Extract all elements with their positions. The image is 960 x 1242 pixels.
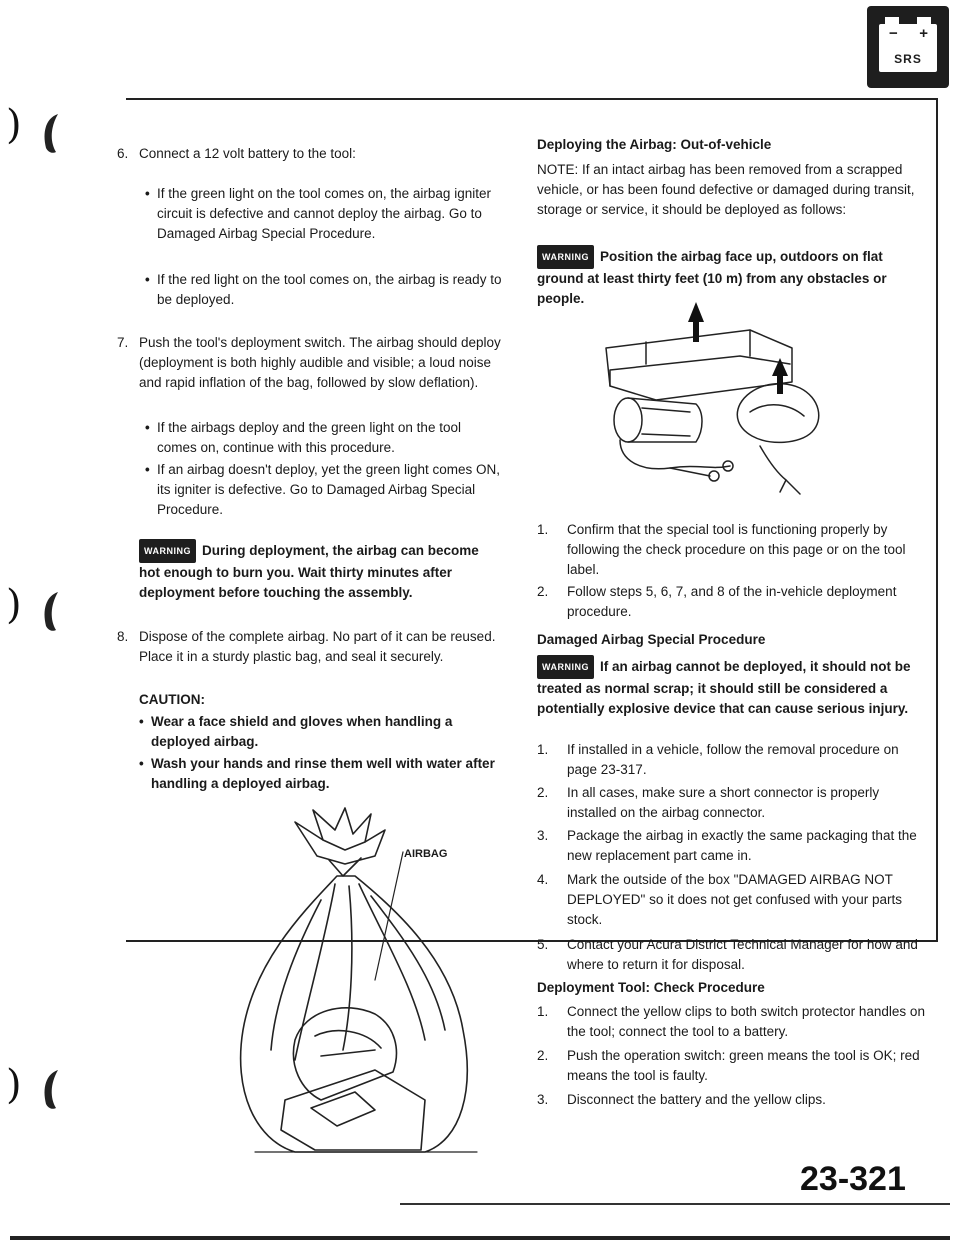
plus-sign: + bbox=[919, 25, 928, 42]
step-6-bullet-1: • If the green light on the tool comes on, the airbag igniter circuit is defective and cannot deploy the airbag. Go to Damaged Airbag Special Procedure. bbox=[145, 186, 491, 241]
caution-heading: CAUTION: bbox=[139, 692, 205, 707]
section-heading-check-procedure: Deployment Tool: Check Procedure bbox=[537, 980, 765, 995]
check-step-1: 1. Connect the yellow clips to both switch protector handles on the tool; connect the tool to a battery. bbox=[537, 1004, 925, 1039]
airbag-bag-figure bbox=[225, 800, 495, 1170]
check-step-2: 2. Push the operation switch: green means the tool is OK; red means the tool is faulty. bbox=[537, 1048, 920, 1083]
step-7-bullet-2: • If an airbag doesn't deploy, yet the green light comes ON, its igniter is defective. Go to Damaged Airbag Special Procedure. bbox=[145, 462, 501, 517]
airbag-out-of-vehicle-figure bbox=[600, 300, 840, 500]
margin-bracket-middle: ) bbox=[6, 582, 22, 628]
step-7-bullet-1: • If the airbags deploy and the green light on the tool comes on, continue with this procedure. bbox=[145, 420, 461, 455]
step-7: 7. Push the tool's deployment switch. The airbag should deploy (deployment is both highly audible and visible; a loud noise and rapid inflation of the bag, followed by slow deflation). bbox=[117, 335, 501, 390]
warning-badge: WARNING bbox=[139, 539, 196, 563]
srs-label: SRS bbox=[894, 52, 922, 66]
page-number: 23-321 bbox=[800, 1160, 906, 1198]
section-heading-damaged-airbag: Damaged Airbag Special Procedure bbox=[537, 632, 766, 647]
warning-badge: WARNING bbox=[537, 245, 594, 269]
step-6: 6. Connect a 12 volt battery to the tool: bbox=[117, 146, 356, 161]
airbag-figure-label: AIRBAG bbox=[404, 848, 448, 860]
srs-badge bbox=[867, 6, 949, 88]
damaged-step-3: 3. Package the airbag in exactly the same packaging that the new replacement part came in. bbox=[537, 828, 917, 863]
caution-bullet-2: • Wash your hands and rinse them well with water after handling a deployed airbag. bbox=[139, 756, 495, 791]
damaged-step-1: 1. If installed in a vehicle, follow the removal procedure on page 23-317. bbox=[537, 742, 899, 777]
bottom-edge-rule bbox=[10, 1236, 950, 1240]
footer-rule bbox=[400, 1203, 950, 1205]
top-rule bbox=[126, 98, 938, 100]
battery-icon bbox=[879, 24, 937, 72]
warning-badge: WARNING bbox=[537, 655, 594, 679]
warning-position-airbag: WARNING Position the airbag face up, outdoors on flat ground at least thirty feet (10 m) from any obstacles or people. bbox=[537, 245, 929, 309]
margin-bracket-top: ) bbox=[6, 102, 22, 148]
note-text: NOTE: If an intact airbag has been removed from a scrapped vehicle, or has been found defective or damaged during transit, storage or service, it should be deployed as follows: bbox=[537, 162, 915, 217]
margin-mark-bottom bbox=[38, 1068, 66, 1112]
out-of-vehicle-step-2: 2. Follow steps 5, 6, 7, and 8 of the in-vehicle deployment procedure. bbox=[537, 584, 897, 619]
margin-mark-top bbox=[38, 112, 66, 156]
caution-bullet-1: • Wear a face shield and gloves when handling a deployed airbag. bbox=[139, 714, 453, 749]
warning-during-deployment: WARNING During deployment, the airbag can become hot enough to burn you. Wait thirty minutes after deployment before touching the assembly. bbox=[139, 539, 502, 603]
damaged-step-2: 2. In all cases, make sure a short connector is properly installed on the airbag connector. bbox=[537, 785, 880, 820]
damaged-step-4: 4. Mark the outside of the box "DAMAGED AIRBAG NOT DEPLOYED" so it does not get confused with your parts stock. bbox=[537, 872, 902, 927]
margin-bracket-bottom: ) bbox=[6, 1062, 22, 1108]
warning-damaged-airbag: WARNING If an airbag cannot be deployed, it should not be treated as normal scrap; it should still be considered a potentially explosive device that can cause serious injury. bbox=[537, 655, 929, 719]
out-of-vehicle-step-1: 1. Confirm that the special tool is functioning properly by following the check procedure on this page or on the tool label. bbox=[537, 522, 906, 577]
damaged-step-5: 5. Contact your Acura District Technical Manager for how and where to return it for disposal. bbox=[537, 937, 918, 972]
margin-mark-middle bbox=[38, 590, 66, 634]
check-step-3: 3. Disconnect the battery and the yellow clips. bbox=[537, 1092, 826, 1107]
right-rule bbox=[936, 98, 938, 940]
step-6-bullet-2: • If the red light on the tool comes on, the airbag is ready to be deployed. bbox=[145, 272, 502, 307]
step-8: 8. Dispose of the complete airbag. No part of it can be reused. Place it in a sturdy plastic bag, and seal it securely. bbox=[117, 629, 496, 664]
section-heading-out-of-vehicle: Deploying the Airbag: Out-of-vehicle bbox=[537, 137, 772, 152]
minus-sign: − bbox=[889, 25, 898, 42]
